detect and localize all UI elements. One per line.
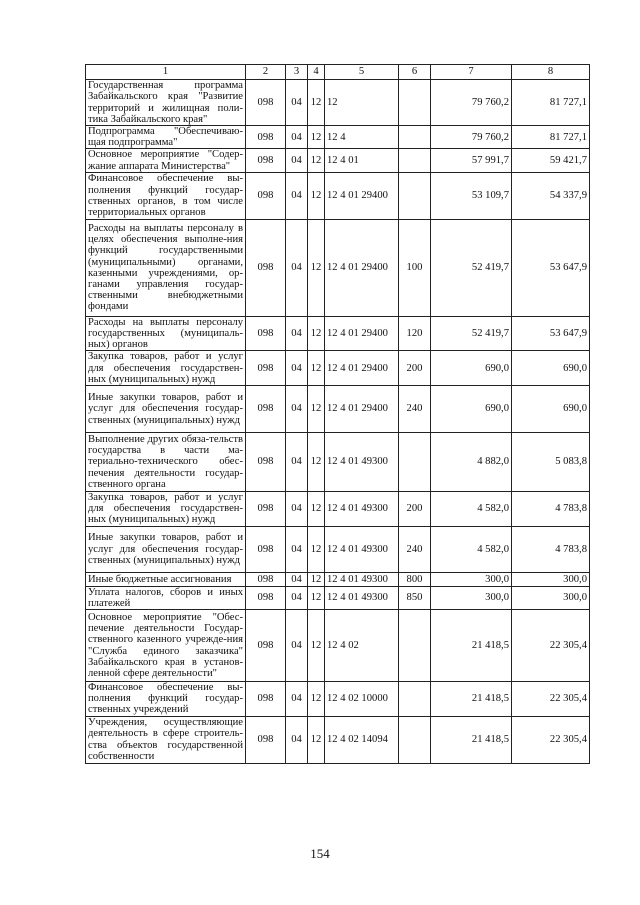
header-cell: 1 bbox=[86, 65, 246, 80]
row-value-cell: 200 bbox=[399, 492, 431, 527]
table-row bbox=[86, 716, 590, 763]
row-value-cell: 04 bbox=[286, 219, 308, 316]
row-name-cell: Подпрограмма "Обеспечиваю-щая подпрограмма" bbox=[86, 126, 246, 149]
row-value-cell: 04 bbox=[286, 610, 308, 682]
budget-table bbox=[85, 64, 590, 764]
row-value-cell: 4 783,8 bbox=[512, 526, 590, 572]
table-row bbox=[86, 526, 590, 572]
row-value-cell: 04 bbox=[286, 386, 308, 433]
row-value-cell: 12 4 01 29400 bbox=[325, 386, 399, 433]
table-row bbox=[86, 586, 590, 609]
header-cell: 5 bbox=[325, 65, 399, 80]
row-value-cell: 12 4 02 14094 bbox=[325, 716, 399, 763]
row-value-cell: 53 109,7 bbox=[431, 172, 512, 219]
row-value-cell: 12 bbox=[308, 219, 325, 316]
row-value-cell: 4 582,0 bbox=[431, 492, 512, 527]
row-value-cell: 12 bbox=[308, 716, 325, 763]
row-value-cell: 04 bbox=[286, 572, 308, 586]
table-row bbox=[86, 316, 590, 351]
row-value-cell: 04 bbox=[286, 351, 308, 386]
table-row bbox=[86, 126, 590, 149]
row-value-cell: 4 783,8 bbox=[512, 492, 590, 527]
row-value-cell: 098 bbox=[246, 172, 286, 219]
header-cell: 6 bbox=[399, 65, 431, 80]
row-name-cell: Закупка товаров, работ и услуг для обеспечения государствен-ных (муниципальных) нужд bbox=[86, 492, 246, 527]
header-cell: 2 bbox=[246, 65, 286, 80]
row-value-cell: 098 bbox=[246, 610, 286, 682]
row-name-cell: Закупка товаров, работ и услуг для обеспечения государствен-ных (муниципальных) нужд bbox=[86, 351, 246, 386]
row-value-cell: 53 647,9 bbox=[512, 219, 590, 316]
row-value-cell: 12 4 01 29400 bbox=[325, 172, 399, 219]
row-value-cell: 098 bbox=[246, 386, 286, 433]
row-value-cell: 4 582,0 bbox=[431, 526, 512, 572]
row-value-cell: 12 4 01 49300 bbox=[325, 492, 399, 527]
row-value-cell: 098 bbox=[246, 351, 286, 386]
row-value-cell: 12 bbox=[308, 572, 325, 586]
row-value-cell: 200 bbox=[399, 351, 431, 386]
row-value-cell: 690,0 bbox=[512, 386, 590, 433]
row-value-cell: 12 bbox=[308, 316, 325, 351]
row-value-cell: 12 4 01 29400 bbox=[325, 351, 399, 386]
row-name-cell: Выполнение других обяза-тельств государства в части ма-териально-технического обес-печения деятельности государ-ственного органа bbox=[86, 433, 246, 492]
row-name-cell: Расходы на выплаты персоналу в целях обеспечения выполне-ния функций государственными (муниципальными) органами, казенными учреждениями, ор-ганами управления государ-ственными внебюджетными фондами bbox=[86, 219, 246, 316]
row-value-cell bbox=[399, 172, 431, 219]
row-name-cell: Финансовое обеспечение вы-полнения функций государ-ственных органов, в том числе территориальных органов bbox=[86, 172, 246, 219]
row-value-cell: 04 bbox=[286, 172, 308, 219]
row-value-cell: 12 bbox=[308, 126, 325, 149]
row-value-cell: 300,0 bbox=[512, 572, 590, 586]
row-value-cell: 21 418,5 bbox=[431, 610, 512, 682]
row-value-cell: 12 4 02 10000 bbox=[325, 682, 399, 717]
row-name-cell: Основное мероприятие "Обес-печение деятельности Государ-ственного казенного учрежде-ния "Служба единого заказчика" Забайкальского края в установ-ленной сфере деятельности" bbox=[86, 610, 246, 682]
row-value-cell: 12 bbox=[308, 149, 325, 172]
row-value-cell bbox=[399, 610, 431, 682]
table-row bbox=[86, 172, 590, 219]
table-row bbox=[86, 682, 590, 717]
row-value-cell bbox=[399, 149, 431, 172]
header-cell: 4 bbox=[308, 65, 325, 80]
row-value-cell: 098 bbox=[246, 80, 286, 126]
header-cell: 8 bbox=[512, 65, 590, 80]
row-value-cell: 100 bbox=[399, 219, 431, 316]
row-name-cell: Уплата налогов, сборов и иных платежей bbox=[86, 586, 246, 609]
row-value-cell: 850 bbox=[399, 586, 431, 609]
row-value-cell: 12 4 01 bbox=[325, 149, 399, 172]
row-value-cell: 690,0 bbox=[431, 386, 512, 433]
header-row bbox=[86, 65, 590, 80]
row-value-cell: 12 bbox=[308, 682, 325, 717]
row-value-cell: 04 bbox=[286, 492, 308, 527]
row-value-cell: 240 bbox=[399, 386, 431, 433]
table-row bbox=[86, 149, 590, 172]
table-row bbox=[86, 386, 590, 433]
row-value-cell: 12 4 02 bbox=[325, 610, 399, 682]
row-value-cell: 22 305,4 bbox=[512, 682, 590, 717]
table-row bbox=[86, 80, 590, 126]
row-value-cell: 04 bbox=[286, 80, 308, 126]
page-number: 154 bbox=[310, 846, 330, 861]
row-value-cell: 12 4 01 49300 bbox=[325, 572, 399, 586]
row-value-cell: 12 bbox=[308, 172, 325, 219]
row-value-cell bbox=[399, 126, 431, 149]
row-value-cell: 098 bbox=[246, 316, 286, 351]
row-value-cell bbox=[399, 682, 431, 717]
row-value-cell: 04 bbox=[286, 716, 308, 763]
row-value-cell: 4 882,0 bbox=[431, 433, 512, 492]
row-value-cell: 098 bbox=[246, 586, 286, 609]
row-value-cell: 21 418,5 bbox=[431, 682, 512, 717]
row-value-cell: 12 4 01 29400 bbox=[325, 219, 399, 316]
row-value-cell: 53 647,9 bbox=[512, 316, 590, 351]
row-value-cell: 59 421,7 bbox=[512, 149, 590, 172]
row-value-cell: 12 bbox=[308, 526, 325, 572]
row-value-cell: 81 727,1 bbox=[512, 126, 590, 149]
row-value-cell: 12 bbox=[308, 433, 325, 492]
row-value-cell: 690,0 bbox=[431, 351, 512, 386]
row-value-cell: 52 419,7 bbox=[431, 316, 512, 351]
row-value-cell: 81 727,1 bbox=[512, 80, 590, 126]
table-row bbox=[86, 433, 590, 492]
row-value-cell: 54 337,9 bbox=[512, 172, 590, 219]
header-cell: 7 bbox=[431, 65, 512, 80]
row-name-cell: Иные закупки товаров, работ и услуг для обеспечения государ-ственных (муниципальных) нужд bbox=[86, 526, 246, 572]
row-value-cell: 098 bbox=[246, 682, 286, 717]
row-value-cell: 098 bbox=[246, 126, 286, 149]
row-value-cell: 098 bbox=[246, 433, 286, 492]
row-value-cell: 098 bbox=[246, 716, 286, 763]
row-value-cell: 098 bbox=[246, 149, 286, 172]
row-name-cell: Иные бюджетные ассигнования bbox=[86, 572, 246, 586]
header-cell: 3 bbox=[286, 65, 308, 80]
row-value-cell: 04 bbox=[286, 526, 308, 572]
row-name-cell: Государственная программа Забайкальского края "Развитие территорий и жилищная поли-тика Забайкальского края" bbox=[86, 80, 246, 126]
row-value-cell: 04 bbox=[286, 316, 308, 351]
table-row bbox=[86, 572, 590, 586]
row-name-cell: Расходы на выплаты персоналу государственных (муниципаль-ных) органов bbox=[86, 316, 246, 351]
row-value-cell: 79 760,2 bbox=[431, 126, 512, 149]
row-name-cell: Финансовое обеспечение вы-полнения функций государ-ственных учреждений bbox=[86, 682, 246, 717]
row-value-cell: 098 bbox=[246, 572, 286, 586]
row-value-cell: 04 bbox=[286, 682, 308, 717]
row-name-cell: Основное мероприятие "Содер-жание аппарата Министерства" bbox=[86, 149, 246, 172]
row-value-cell: 098 bbox=[246, 526, 286, 572]
row-value-cell: 12 bbox=[325, 80, 399, 126]
row-value-cell: 12 bbox=[308, 351, 325, 386]
row-value-cell: 12 4 bbox=[325, 126, 399, 149]
row-value-cell: 300,0 bbox=[431, 572, 512, 586]
row-value-cell bbox=[399, 433, 431, 492]
row-name-cell: Учреждения, осуществляющие деятельность в сфере строитель-ства объектов государственной собственности bbox=[86, 716, 246, 763]
row-value-cell: 098 bbox=[246, 492, 286, 527]
row-value-cell: 098 bbox=[246, 219, 286, 316]
table-row bbox=[86, 492, 590, 527]
row-value-cell: 12 bbox=[308, 610, 325, 682]
table-row bbox=[86, 610, 590, 682]
row-value-cell: 12 bbox=[308, 386, 325, 433]
row-value-cell: 12 4 01 49300 bbox=[325, 526, 399, 572]
row-value-cell: 12 bbox=[308, 80, 325, 126]
row-value-cell: 120 bbox=[399, 316, 431, 351]
row-value-cell: 800 bbox=[399, 572, 431, 586]
row-value-cell: 04 bbox=[286, 149, 308, 172]
row-value-cell: 04 bbox=[286, 126, 308, 149]
row-value-cell: 22 305,4 bbox=[512, 610, 590, 682]
row-value-cell: 12 4 01 49300 bbox=[325, 586, 399, 609]
row-value-cell: 690,0 bbox=[512, 351, 590, 386]
row-value-cell: 12 bbox=[308, 586, 325, 609]
row-value-cell: 12 bbox=[308, 492, 325, 527]
row-name-cell: Иные закупки товаров, работ и услуг для обеспечения государ-ственных (муниципальных) нужд bbox=[86, 386, 246, 433]
row-value-cell: 57 991,7 bbox=[431, 149, 512, 172]
row-value-cell: 300,0 bbox=[512, 586, 590, 609]
row-value-cell: 5 083,8 bbox=[512, 433, 590, 492]
table-row bbox=[86, 351, 590, 386]
row-value-cell: 52 419,7 bbox=[431, 219, 512, 316]
row-value-cell: 12 4 01 49300 bbox=[325, 433, 399, 492]
row-value-cell: 22 305,4 bbox=[512, 716, 590, 763]
row-value-cell: 04 bbox=[286, 433, 308, 492]
row-value-cell: 04 bbox=[286, 586, 308, 609]
row-value-cell: 12 4 01 29400 bbox=[325, 316, 399, 351]
row-value-cell: 240 bbox=[399, 526, 431, 572]
row-value-cell bbox=[399, 716, 431, 763]
table-body bbox=[86, 65, 590, 764]
row-value-cell: 79 760,2 bbox=[431, 80, 512, 126]
row-value-cell: 21 418,5 bbox=[431, 716, 512, 763]
row-value-cell bbox=[399, 80, 431, 126]
row-value-cell: 300,0 bbox=[431, 586, 512, 609]
table-row bbox=[86, 219, 590, 316]
